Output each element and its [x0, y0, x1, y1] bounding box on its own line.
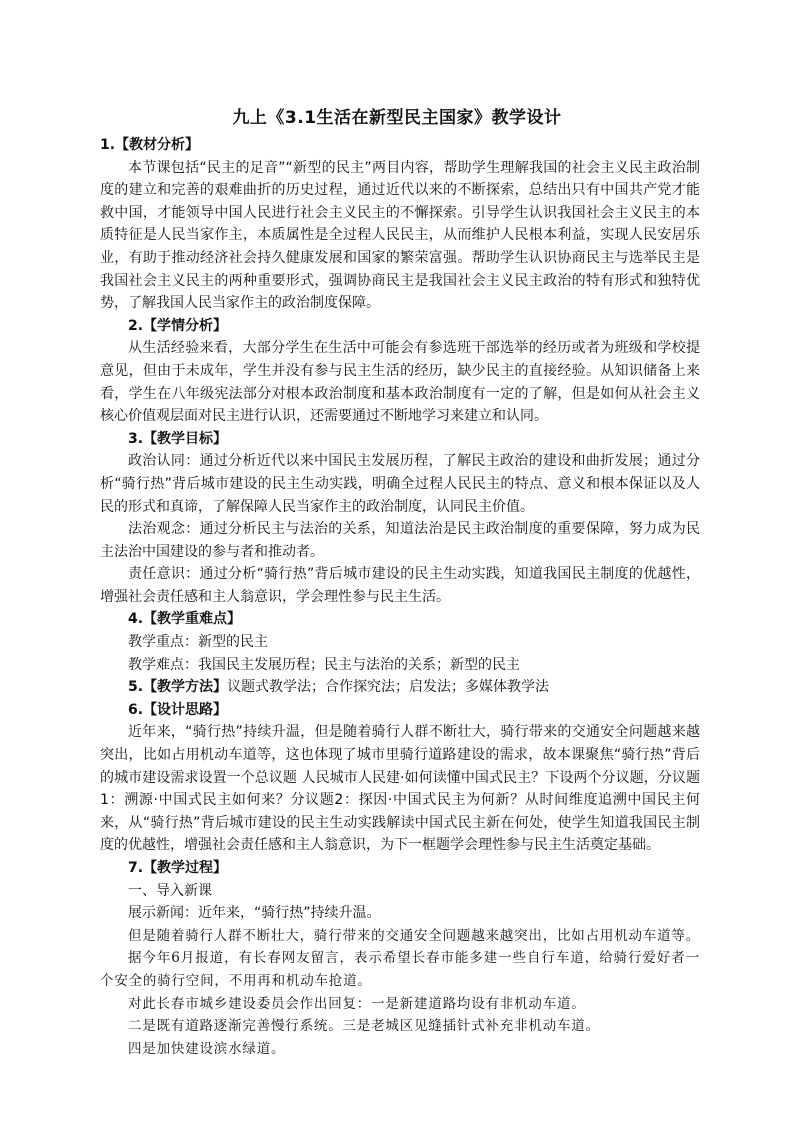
news-line-5: 四是加快建设滨水绿道。	[128, 1040, 286, 1057]
section-heading-teaching-goals: 3.【教学目标】	[128, 430, 228, 447]
section-heading-design-idea: 6.【设计思路】	[128, 701, 228, 718]
teaching-methods-text: 议题式教学法；合作探究法；启发法；多媒体教学法	[227, 679, 550, 696]
section-teaching-methods	[100, 676, 700, 699]
section-heading-teaching-methods: 5.【教学方法】	[128, 679, 228, 696]
paragraph-difficult-point: 教学难点：我国民主发展历程；民主与法治的关系；新型的民主	[128, 656, 520, 673]
section-heading-teaching-process: 7.【教学过程】	[128, 860, 228, 876]
subheading-introduction: 一、导入新课	[128, 882, 212, 899]
document-title: 九上《3.1生活在新型民主国家》教学设计	[232, 108, 562, 128]
paragraph-goal-political: 政治认同：通过分析近代以来中国民主发展历程，了解民主政治的建设和曲折发展；通过分析“骑行热”背后城市建设的民主生动实践，明确全过程人民民主的特点、意义和根本保证以及人民的形式和真谛，了解保障人民当家作主的政治制度，认同民主价值。	[100, 453, 700, 515]
paragraph-student-analysis: 从生活经验来看，大部分学生在生活中可能会有参选班干部选举的经历或者为班级和学校提意见，但由于未成年，学生并没有参与民主生活的经历，缺少民主的直接经验。从知识储备上来看，学生在八年级宪法部分对根本政治制度和基本政治制度有一定的了解，但是如何从社会主义核心价值观层面对民主进行认识，还需要通过不断地学习来建立和认同。	[100, 340, 700, 425]
news-line-4: 二是既有道路逐渐完善慢行系统。三是老城区见缝插针式补充非机动车道。	[128, 1018, 600, 1035]
paragraph-textbook-analysis: 本节课包括“民主的足音”“新型的民主”两目内容，帮助学生理解我国的社会主义民主政治制度的建立和完善的艰难曲折的历史过程，通过近代以来的不断探索，总结出只有中国共产党才能救中国，才能领导中国人民进行社会主义民主的不懈探索。引导学生认识我国社会主义民主的本质特征是人民当家作主，本质属性是全过程人民民主，从而维护人民根本利益，实现人民安居乐业，有助于推动经济社会持久健康发展和国家的繁荣富强。帮助学生认识协商民主与选举民主是我国社会主义民主的两种重要形式，强调协商民主是我国社会主义民主政治的特有形式和独特优势，了解我国人民当家作主的政治制度保障。	[100, 159, 700, 312]
section-heading-key-points: 4.【教学重难点】	[128, 611, 242, 628]
news-line-2: 据今年6月报道，有长春网友留言，表示希望长春市能多建一些自行车道，给骑行爱好者一个安全的骑行空间，不用再和机动车抢道。	[100, 950, 700, 989]
news-line-1: 但是随着骑行人群不断壮大，骑行带来的交通安全问题越来越突出，比如占用机动车道等。	[128, 927, 700, 944]
paragraph-key-point: 教学重点：新型的民主	[128, 634, 268, 651]
paragraph-goal-law: 法治观念：通过分析民主与法治的关系，知道法治是民主政治制度的重要保障，努力成为民主法治中国建设的参与者和推动者。	[100, 521, 700, 560]
paragraph-design-idea: 近年来，“骑行热”持续升温，但是随着骑行人群不断壮大，骑行带来的交通安全问题越来越突出，比如占用机动车道等，这也体现了城市里骑行道路建设的需求，故本课聚焦“骑行热”背后的城市建设需求设置一个总议题 人民城市人民建·如何读懂中国式民主？下设两个分议题，分议题1：溯源·中国式民主如何来？分议题2：探因·中国式民主为何新？从时间维度追溯中国民主何来，从“骑行热”背后城市建设的民主生动实践解读中国式民主新在何处，使学生知道我国民主制度的优越性，增强社会责任感和主人翁意识，为下一框题学会理性参与民主生活奠定基础。	[100, 724, 700, 854]
news-line-3: 对此长春市城乡建设委员会作出回复：一是新建道路均设有非机动车道。	[128, 995, 586, 1012]
section-heading-student-analysis: 2.【学情分析】	[128, 317, 228, 334]
paragraph-news: 展示新闻：近年来，“骑行热”持续升温。	[128, 905, 381, 922]
section-heading-textbook-analysis: 1.【教材分析】	[100, 137, 200, 153]
document-body	[100, 134, 700, 1060]
paragraph-goal-responsibility: 责任意识：通过分析“骑行热”背后城市建设的民主生动实践，知道我国民主制度的优越性，增强社会责任感和主人翁意识，学会理性参与民主生活。	[100, 566, 700, 605]
